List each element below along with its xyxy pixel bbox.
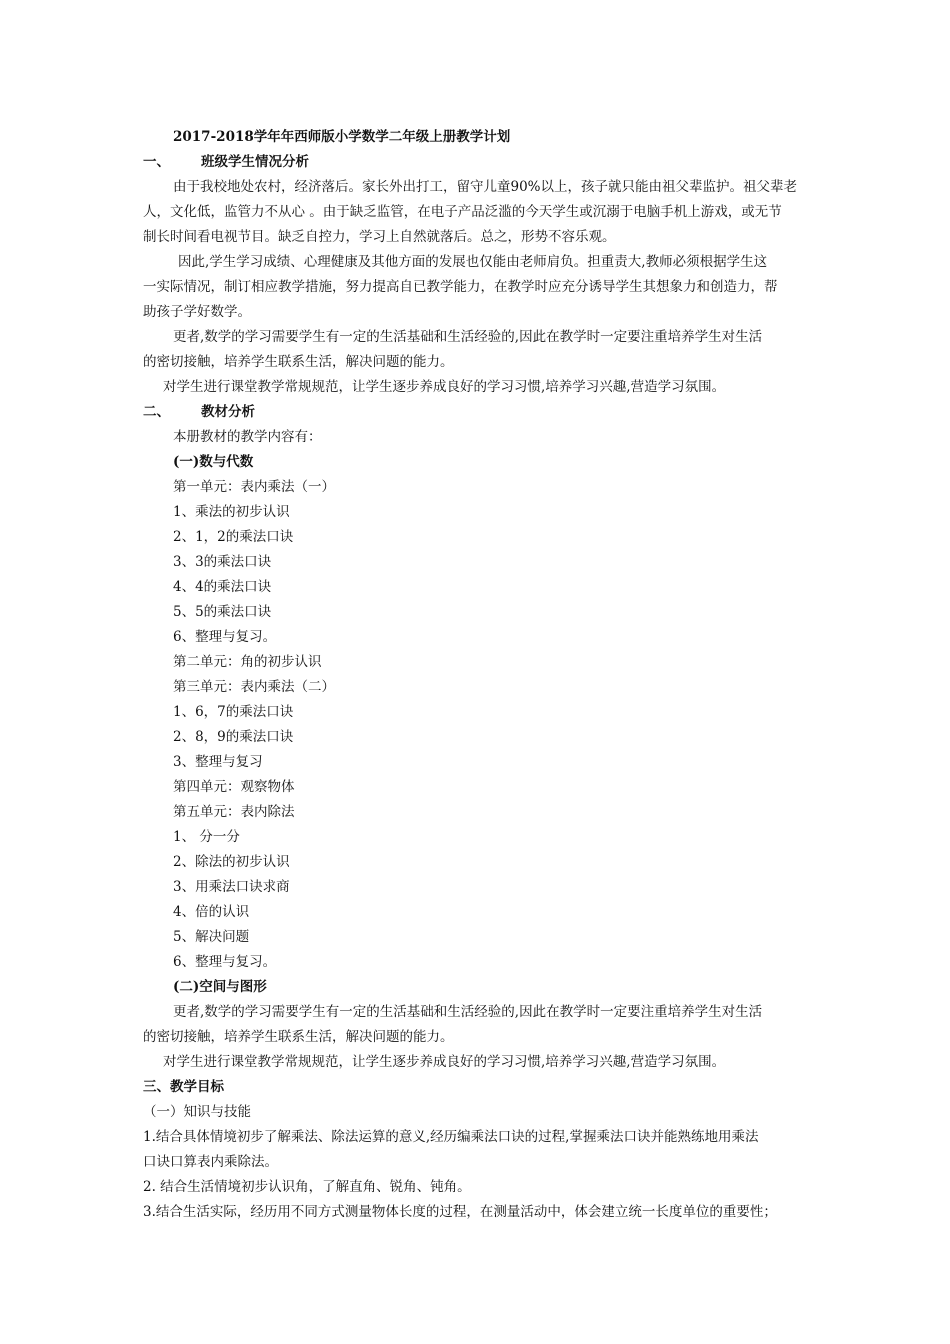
paragraph-line: 更者,数学的学习需要学生有一定的生活基础和生活经验的,因此在教学时一定要注重培养学生对生活 xyxy=(173,1004,763,1020)
paragraph-line: 因此,学生学习成绩、心理健康及其他方面的发展也仅能由老师肩负。担重责大,教师必须根据学生这 xyxy=(178,254,768,270)
list-item: 5、解决问题 xyxy=(173,929,250,945)
goal-line: 口诀口算表内乘除法。 xyxy=(143,1154,278,1170)
subheading-space-shape: (二)空间与图形 xyxy=(173,979,267,995)
section-1-title: 班级学生情况分析 xyxy=(201,154,309,170)
list-item: 3、3的乘法口诀 xyxy=(173,554,272,570)
list-item: 第三单元：表内乘法（二） xyxy=(173,679,335,695)
section-2-number: 二、 xyxy=(143,404,170,420)
subheading-knowledge-skills: （一）知识与技能 xyxy=(143,1104,251,1120)
section-1-number: 一、 xyxy=(143,154,170,170)
section-3-heading: 三、教学目标 xyxy=(143,1079,224,1095)
list-item: 第一单元：表内乘法（一） xyxy=(173,479,335,495)
paragraph-line: 制长时间看电视节目。缺乏自控力，学习上自然就落后。总之，形势不容乐观。 xyxy=(143,229,616,245)
paragraph-line: 对学生进行课堂教学常规规范，让学生逐步养成良好的学习习惯,培养学习兴趣,营造学习氛围。 xyxy=(163,1054,726,1070)
list-item: 2、8，9的乘法口诀 xyxy=(173,729,294,745)
subheading-numbers-algebra: (一)数与代数 xyxy=(173,454,254,470)
paragraph-line: 的密切接触，培养学生联系生活，解决问题的能力。 xyxy=(143,354,454,370)
paragraph-line: 一实际情况，制订相应教学措施，努力提高自已教学能力，在教学时应充分诱导学生其想象力和创造力，帮 xyxy=(143,279,778,295)
list-item: 1、 分一分 xyxy=(173,829,240,845)
list-item: 1、6，7的乘法口诀 xyxy=(173,704,294,720)
list-item: 3、整理与复习 xyxy=(173,754,263,770)
list-item: 第二单元：角的初步认识 xyxy=(173,654,322,670)
paragraph-line: 的密切接触，培养学生联系生活，解决问题的能力。 xyxy=(143,1029,454,1045)
list-item: 6、整理与复习。 xyxy=(173,629,277,645)
list-item: 2、除法的初步认识 xyxy=(173,854,290,870)
paragraph-line: 对学生进行课堂教学常规规范，让学生逐步养成良好的学习习惯,培养学习兴趣,营造学习氛围。 xyxy=(163,379,726,395)
list-item: 3、用乘法口诀求商 xyxy=(173,879,290,895)
paragraph-line: 更者,数学的学习需要学生有一定的生活基础和生活经验的,因此在教学时一定要注重培养学生对生活 xyxy=(173,329,763,345)
section-1-heading xyxy=(143,150,811,175)
paragraph-line: 助孩子学好数学。 xyxy=(143,304,251,320)
section-2-title: 教材分析 xyxy=(201,404,255,420)
document-title: 2017-2018学年年西师版小学数学二年级上册教学计划 xyxy=(173,129,511,145)
list-item: 6、整理与复习。 xyxy=(173,954,277,970)
section-2-intro: 本册教材的教学内容有： xyxy=(173,429,322,445)
list-item: 第四单元：观察物体 xyxy=(173,779,295,795)
list-item: 1、乘法的初步认识 xyxy=(173,504,290,520)
list-item: 第五单元：表内除法 xyxy=(173,804,295,820)
paragraph-line: 由于我校地处农村，经济落后。家长外出打工，留守儿童90%以上，孩子就只能由祖父辈监护。祖父辈老 xyxy=(173,179,798,195)
goal-line: 3.结合生活实际，经历用不同方式测量物体长度的过程，在测量活动中，体会建立统一长度单位的重要性； xyxy=(143,1204,777,1220)
paragraph-line: 人，文化低，监管力不从心 。由于缺乏监管，在电子产品泛滥的今天学生或沉溺于电脑手机上游戏，或无节 xyxy=(143,204,782,220)
list-item: 2、1，2的乘法口诀 xyxy=(173,529,294,545)
goal-line: 2. 结合生活情境初步认识角，了解直角、锐角、钝角。 xyxy=(143,1179,471,1195)
list-item: 4、4的乘法口诀 xyxy=(173,579,272,595)
list-item: 5、5的乘法口诀 xyxy=(173,604,272,620)
section-2-heading xyxy=(143,400,811,425)
goal-line: 1.结合具体情境初步了解乘法、除法运算的意义,经历编乘法口诀的过程,掌握乘法口诀并能熟练地用乘法 xyxy=(143,1129,759,1145)
list-item: 4、倍的认识 xyxy=(173,904,250,920)
